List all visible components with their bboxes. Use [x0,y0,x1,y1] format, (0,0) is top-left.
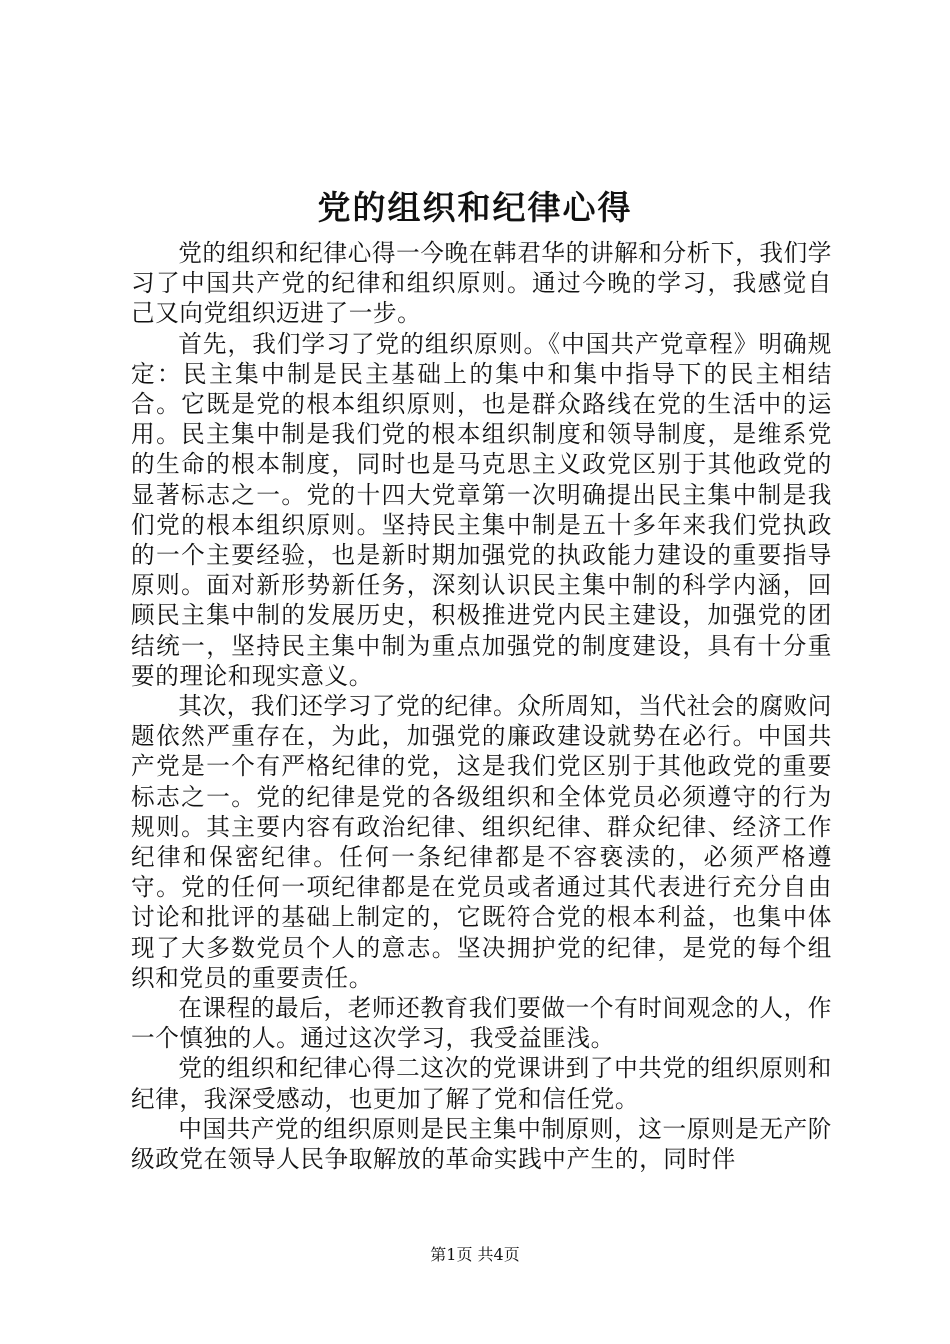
paragraph: 其次，我们还学习了党的纪律。众所周知，当代社会的腐败问题依然严重存在，为此，加强党的廉政建设就势在必行。中国共产党是一个有严格纪律的党，这是我们党区别于其他政党的重要标志之一。党的纪律是党的各级组织和全体党员必须遵守的行为规则。其主要内容有政治纪律、组织纪律、群众纪律、经济工作纪律和保密纪律。任何一条纪律都是不容亵渎的，必须严格遵守。党的任何一项纪律都是在党员或者通过其代表进行充分自由讨论和批评的基础上制定的，它既符合党的根本利益，也集中体现了大多数党员个人的意志。坚决拥护党的纪律，是党的每个组织和党员的重要责任。 [131,692,832,992]
document-body [131,238,832,1174]
paragraph: 在课程的最后，老师还教育我们要做一个有时间观念的人，作一个慎独的人。通过这次学习，我受益匪浅。 [131,994,832,1053]
paragraph: 首先，我们学习了党的组织原则。《中国共产党章程》明确规定：民主集中制是民主基础上的集中和集中指导下的民主相结合。它既是党的根本组织原则，也是群众路线在党的生活中的运用。民主集中制是我们党的根本组织制度和领导制度，是维系党的生命的根本制度，同时也是马克思主义政党区别于其他政党的显著标志之一。党的十四大党章第一次明确提出民主集中制是我们党的根本组织原则。坚持民主集中制是五十多年来我们党执政的一个主要经验，也是新时期加强党的执政能力建设的重要指导原则。面对新形势新任务，深刻认识民主集中制的科学内涵，回顾民主集中制的发展历史，积极推进党内民主建设，加强党的团结统一，坚持民主集中制为重点加强党的制度建设，具有十分重要的理论和现实意义。 [131,329,832,690]
page-number-footer: 第1页 共4页 [430,1245,520,1264]
paragraph: 中国共产党的组织原则是民主集中制原则，这一原则是无产阶级政党在领导人民争取解放的革命实践中产生的，同时伴 [131,1114,832,1174]
document-title: 党的组织和纪律心得 [317,188,633,227]
paragraph: 党的组织和纪律心得二这次的党课讲到了中共党的组织原则和纪律，我深受感动，也更加了解了党和信任党。 [131,1054,832,1113]
paragraph: 党的组织和纪律心得一今晚在韩君华的讲解和分析下，我们学习了中国共产党的纪律和组织原则。通过今晚的学习，我感觉自己又向党组织迈进了一步。 [131,239,832,328]
